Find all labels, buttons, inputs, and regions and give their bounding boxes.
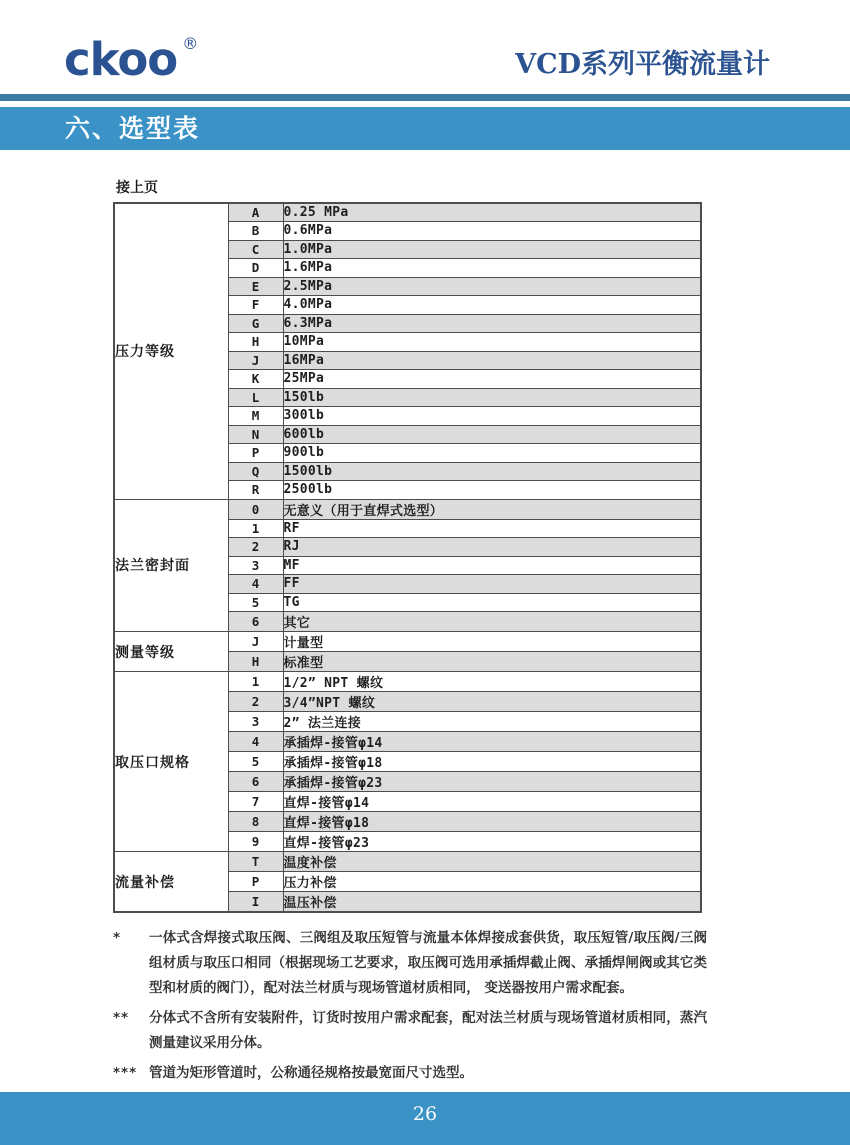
option-description: 标准型 (283, 652, 701, 672)
option-code: 6 (228, 612, 283, 632)
brand-logo-text: ckoo (64, 33, 178, 86)
option-code: I (228, 892, 283, 913)
option-description: 其它 (283, 612, 701, 632)
option-description: 3/4”NPT 螺纹 (283, 692, 701, 712)
footnote-text: 分体式不含所有安装附件，订货时按用户需求配套，配对法兰材质与现场管道材质相同，蒸汽测量建议采用分体。 (149, 1010, 707, 1051)
option-code: H (228, 652, 283, 672)
option-description: 承插焊-接管φ23 (283, 772, 701, 792)
option-code: 5 (228, 593, 283, 612)
option-description: 1.6MPa (283, 259, 701, 278)
option-description: FF (283, 575, 701, 594)
option-code: 2 (228, 692, 283, 712)
table-row (114, 499, 701, 519)
group-label: 取压口规格 (114, 672, 228, 852)
option-code: J (228, 351, 283, 370)
option-code: J (228, 632, 283, 652)
option-description: 6.3MPa (283, 314, 701, 333)
option-description: 300lb (283, 407, 701, 426)
option-description: 10MPa (283, 333, 701, 352)
content-area (113, 177, 705, 1121)
table-row (114, 852, 701, 872)
option-code: 2 (228, 538, 283, 557)
option-description: 1/2” NPT 螺纹 (283, 672, 701, 692)
table-row (114, 672, 701, 692)
option-description: 无意义（用于直焊式选型） (283, 499, 701, 519)
option-description: 1.0MPa (283, 240, 701, 259)
group-label: 法兰密封面 (114, 499, 228, 632)
option-description: RF (283, 519, 701, 538)
brand-logo (64, 33, 199, 86)
option-code: P (228, 872, 283, 892)
option-description: 600lb (283, 425, 701, 444)
option-description: MF (283, 556, 701, 575)
selection-table-body (114, 203, 701, 912)
option-code: 5 (228, 752, 283, 772)
option-description: 1500lb (283, 462, 701, 481)
option-code: 0 (228, 499, 283, 519)
header-divider-bar (0, 94, 850, 101)
table-row (114, 203, 701, 222)
option-description: 2500lb (283, 481, 701, 500)
footnote-marker: *** (113, 1065, 138, 1081)
option-code: L (228, 388, 283, 407)
option-description: 计量型 (283, 632, 701, 652)
option-description: 2.5MPa (283, 277, 701, 296)
option-code: 4 (228, 732, 283, 752)
option-code: H (228, 333, 283, 352)
option-code: T (228, 852, 283, 872)
group-label: 流量补偿 (114, 852, 228, 913)
continued-from-previous-page-label: 接上页 (116, 180, 158, 196)
group-label: 压力等级 (114, 203, 228, 499)
option-code: 1 (228, 672, 283, 692)
option-code: N (228, 425, 283, 444)
option-code: Q (228, 462, 283, 481)
footnote-text: 一体式含焊接式取压阀、三阀组及取压短管与流量本体焊接成套供货，取压短管/取压阀/三阀组材质与取压口相同（根据现场工艺要求，取压阀可选用承插焊截止阀、承插焊闸阀或其它类型和材质的阀门），配对法兰材质与现场管道材质相同， 变送器按用户需求配套。 (149, 930, 707, 996)
option-code: A (228, 203, 283, 222)
footnote-item (113, 1006, 707, 1056)
option-code: M (228, 407, 283, 426)
option-description: 25MPa (283, 370, 701, 389)
option-code: 4 (228, 575, 283, 594)
page-number: 26 (412, 1103, 438, 1125)
option-description: RJ (283, 538, 701, 557)
option-code: C (228, 240, 283, 259)
option-code: 7 (228, 792, 283, 812)
option-code: 8 (228, 812, 283, 832)
option-code: 1 (228, 519, 283, 538)
option-description: 压力补偿 (283, 872, 701, 892)
option-description: 900lb (283, 444, 701, 463)
option-code: E (228, 277, 283, 296)
footnotes (113, 926, 707, 1116)
option-code: F (228, 296, 283, 315)
footnote-item (113, 926, 707, 1001)
option-code: K (228, 370, 283, 389)
footnote-item (113, 1061, 707, 1086)
footnote-marker: * (113, 930, 122, 946)
footnote-marker: ** (113, 1010, 130, 1026)
option-description: 16MPa (283, 351, 701, 370)
option-code: 9 (228, 832, 283, 852)
section-banner (0, 107, 850, 150)
option-description: 0.6MPa (283, 222, 701, 241)
group-label: 测量等级 (114, 632, 228, 672)
option-code: P (228, 444, 283, 463)
option-code: D (228, 259, 283, 278)
option-code: 3 (228, 712, 283, 732)
footnote-text: 管道为矩形管道时，公称通径规格按最宽面尺寸选型。 (149, 1065, 473, 1081)
option-description: 直焊-接管φ18 (283, 812, 701, 832)
model-selection-table (113, 202, 702, 913)
option-code: 3 (228, 556, 283, 575)
option-description: 4.0MPa (283, 296, 701, 315)
section-title: 六、选型表 (65, 114, 201, 143)
option-description: 0.25 MPa (283, 203, 701, 222)
option-code: R (228, 481, 283, 500)
option-description: 承插焊-接管φ18 (283, 752, 701, 772)
option-description: 温度补偿 (283, 852, 701, 872)
document-title: VCD系列平衡流量计 (515, 49, 770, 80)
table-row (114, 632, 701, 652)
registered-trademark-icon: ® (182, 34, 199, 53)
option-description: 直焊-接管φ23 (283, 832, 701, 852)
option-code: B (228, 222, 283, 241)
option-code: 6 (228, 772, 283, 792)
option-code: G (228, 314, 283, 333)
page-footer (0, 1092, 850, 1145)
option-description: 直焊-接管φ14 (283, 792, 701, 812)
option-description: TG (283, 593, 701, 612)
option-description: 温压补偿 (283, 892, 701, 913)
option-description: 2” 法兰连接 (283, 712, 701, 732)
option-description: 承插焊-接管φ14 (283, 732, 701, 752)
option-description: 150lb (283, 388, 701, 407)
